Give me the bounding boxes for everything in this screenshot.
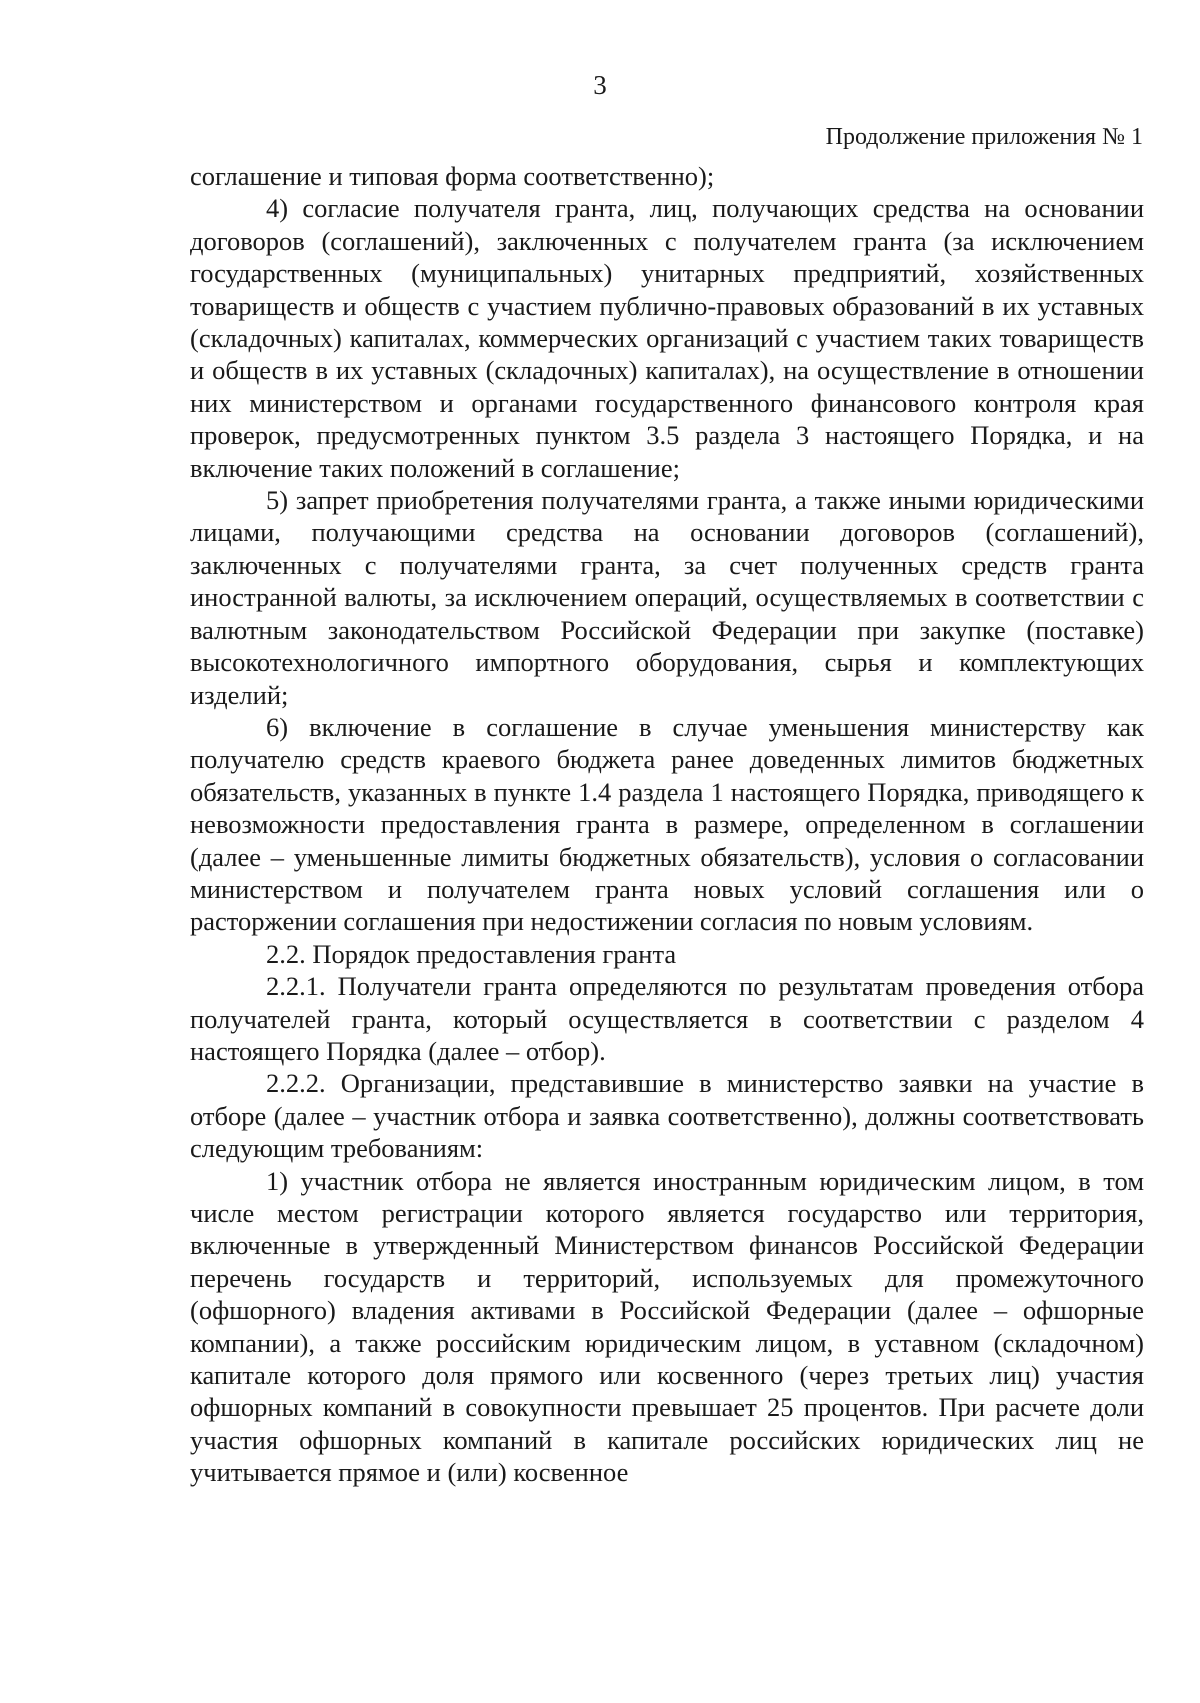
paragraph: соглашение и типовая форма соответственно); xyxy=(190,161,715,191)
paragraph: 2.2.1. Получатели гранта определяются по результатам проведения отбора получателей гранта, который осуществляется в соответствии с разделом 4 настоящего Порядка (далее – отбор). xyxy=(190,971,1144,1066)
paragraph: 2.2.2. Организации, представившие в министерство заявки на участие в отборе (далее – участник отбора и заявка соответственно), должны соответствовать следующим требованиям: xyxy=(190,1068,1144,1164)
paragraph: 5) запрет приобретения получателями гранта, а также иными юридическими лицами, получающими средства на основании договоров (соглашений), заключенных с получателями гранта, за счет полученных средств гранта иностранной валюты, за исключением операций, осуществляемых в соответствии с валютным законодательством Российской Федерации при закупке (поставке) высокотехнологичного импортного оборудования, сырья и комплектующих изделий; xyxy=(190,485,1144,710)
paragraph: 2.2. Порядок предоставления гранта xyxy=(266,938,677,969)
continuation-label: Продолжение приложения № 1 xyxy=(825,124,1143,150)
body-text xyxy=(190,160,1144,1489)
paragraph: 4) согласие получателя гранта, лиц, получающих средства на основании договоров (соглашений), заключенных с получателем гранта (за исключением государственных (муниципальных) унитарных предприятий, хозяйственных товариществ и обществ с участием публично-правовых образований в их уставных (складочных) капиталах, коммерческих организаций с участием таких товариществ и обществ в их уставных (складочных) капиталах), на осуществление в отношении них министерством и органами государственного финансового контроля края проверок, предусмотренных пунктом 3.5 раздела 3 настоящего Порядка, и на включение таких положений в соглашение; xyxy=(190,193,1144,483)
paragraph: 6) включение в соглашение в случае уменьшения министерству как получателю средств краевого бюджета ранее доведенных лимитов бюджетных обязательств, указанных в пункте 1.4 раздела 1 настоящего Порядка, приводящего к невозможности предоставления гранта в размере, определенном в соглашении (далее – уменьшенные лимиты бюджетных обязательств), условия о согласовании министерством и получателем гранта новых условий соглашения или о расторжении соглашения при недостижении согласия по новым условиям. xyxy=(190,711,1144,937)
page-number: 3 xyxy=(593,70,607,100)
paragraph: 1) участник отбора не является иностранным юридическим лицом, в том числе местом регистрации которого является государство или территория, включенные в утвержденный Министерством финансов Российской Федерации перечень государств и территорий, используемых для промежуточного (офшорного) владения активами в Российской Федерации (далее – офшорные компании), а также российским юридическим лицом, в уставном (складочном) капитале которого доля прямого или косвенного (через третьих лиц) участия офшорных компаний в совокупности превышает 25 процентов. При расчете доли участия офшорных компаний в капитале российских юридических лиц не учитывается прямое и (или) косвенное xyxy=(190,1165,1144,1488)
